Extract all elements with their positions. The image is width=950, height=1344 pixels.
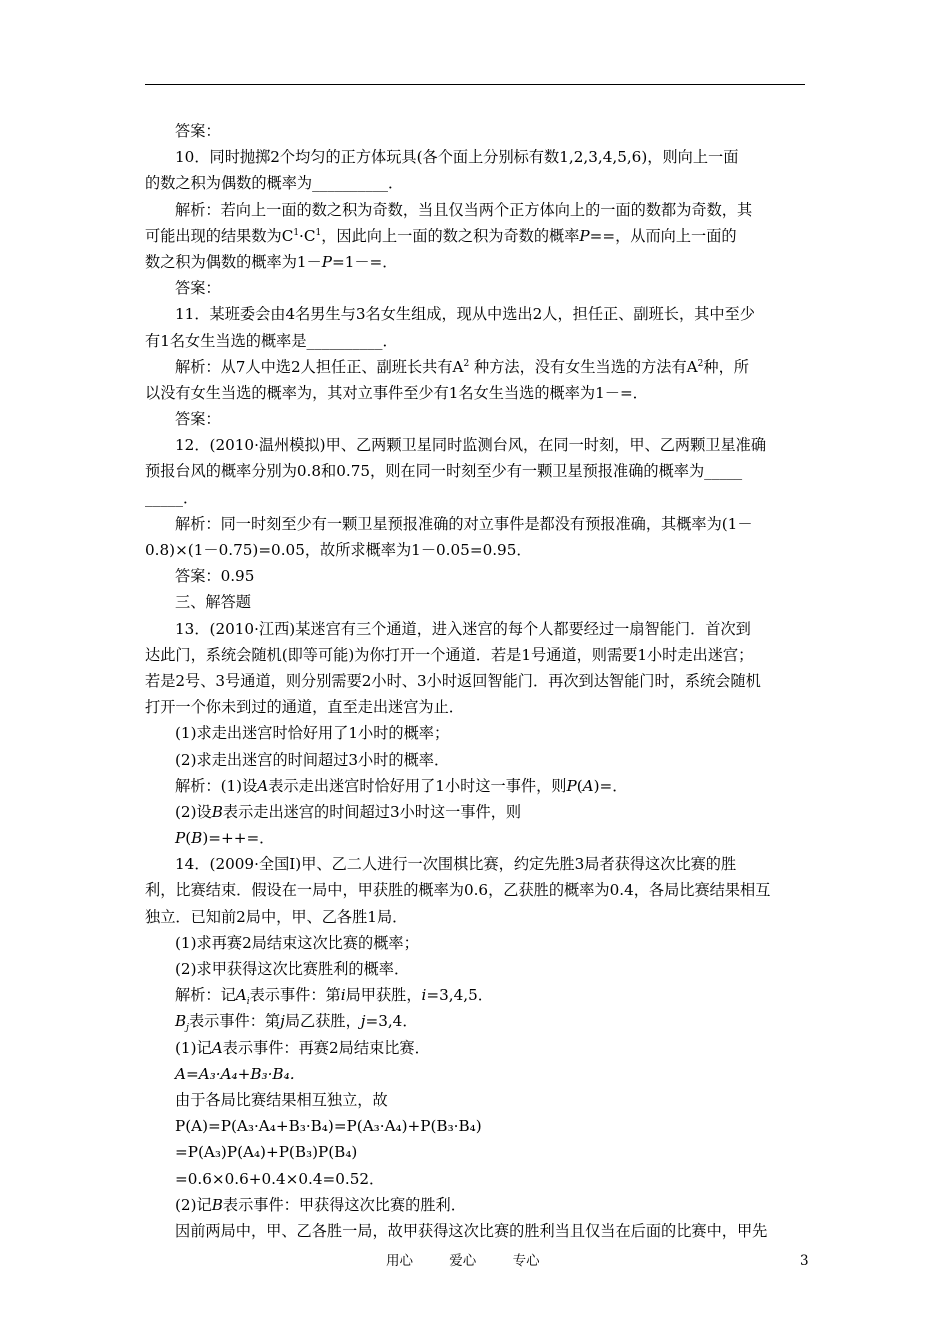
solution-14-line-8: =0.6×0.6+0.4×0.4=0.52． (175, 1169, 385, 1188)
solution-13-line-1: 解析：(1)设A表示走出迷宫时恰好用了1小时这一事件，则P(A)=． (175, 776, 628, 795)
problem-11-line-1: 11．某班委会由4名男生与3名女生组成，现从中选出2人，担任正、副班长，其中至少 (175, 305, 755, 324)
solution-13-line-3: P(B)=++=． (175, 829, 275, 848)
solution-10-line-1: 解析：若向上一面的数之积为奇数，当且仅当两个正方体向上的一面的数都为奇数，其 (175, 200, 753, 219)
problem-13-part-1: (1)求走出迷宫时恰好用了1小时的概率； (175, 724, 450, 743)
problem-14-line-3: 独立．已知前2局中，甲、乙各胜1局． (145, 907, 408, 926)
page-body (145, 118, 809, 1244)
solution-14-line-2: $B_j$表示事件：第j局乙获胜，j=3,4． (175, 1012, 418, 1034)
problem-14-line-2: 利，比赛结束．假设在一局中，甲获胜的概率为0.6，乙获胜的概率为0.4，各局比赛结果相互 (145, 881, 771, 900)
problem-10-line-2: 的数之积为偶数的概率为__________． (145, 174, 404, 193)
solution-14-line-1: 解析：记$A_i$表示事件：第i局甲获胜，i=3,4,5． (175, 986, 493, 1008)
answer-label-10: 答案： (175, 279, 221, 298)
solution-14-line-3: (1)记A表示事件：再赛2局结束比赛． (175, 1038, 430, 1057)
page-footer (0, 1250, 950, 1272)
footer-word-2: 爱心 (449, 1253, 477, 1269)
header-rule (145, 84, 805, 85)
problem-14-line-1: 14．(2009·全国Ⅰ)甲、乙二人进行一次围棋比赛，约定先胜3局者获得这次比赛的胜 (175, 855, 737, 874)
problem-12-line-2: 预报台风的概率分别为0.8和0.75，则在同一时刻至少有一颗卫星预报准确的概率为_____ (145, 462, 743, 481)
solution-14-line-4: A=A₃·A₄+B₃·B₄． (175, 1064, 305, 1083)
solution-11-line-1: 解析：从7人中选2人担任正、副班长共有$A^2$ 种方法，没有女生当选的方法有$A^2$种，所 (175, 357, 749, 376)
solution-12-line-1: 解析：同一时刻至少有一颗卫星预报准确的对立事件是都没有预报准确，其概率为(1－ (175, 514, 753, 533)
problem-13-part-2: (2)求走出迷宫的时间超过3小时的概率． (175, 750, 450, 769)
answer-label-11: 答案： (175, 410, 221, 429)
solution-10-line-3: 数之积为偶数的概率为1－P=1－=． (145, 252, 398, 271)
solution-14-line-10: 因前两局中，甲、乙各胜一局，故甲获得这次比赛的胜利当且仅当在后面的比赛中，甲先 (175, 1221, 768, 1240)
footer-word-1: 用心 (386, 1253, 413, 1269)
problem-13-line-3: 若是2号、3号通道，则分别需要2小时、3小时返回智能门．再次到达智能门时，系统会随机 (145, 671, 761, 690)
problem-13-line-4: 打开一个你未到过的通道，直至走出迷宫为止． (145, 698, 464, 717)
footer-word-3: 专心 (512, 1253, 540, 1269)
problem-12-line-3: _____． (145, 488, 199, 507)
solution-14-line-5: 由于各局比赛结果相互独立，故 (175, 1090, 388, 1109)
problem-14-part-2: (2)求甲获得这次比赛胜利的概率． (175, 960, 410, 978)
solution-14-line-6: P(A)=P(A₃·A₄+B₃·B₄)=P(A₃·A₄)+P(B₃·B₄) (175, 1117, 482, 1136)
problem-13-line-2: 达此门，系统会随机(即等可能)为你打开一个通道．若是1号通道，则需要1小时走出迷宫； (145, 645, 754, 664)
solution-11-line-2: 以没有女生当选的概率为，其对立事件至少有1名女生当选的概率为1－=． (145, 383, 648, 402)
problem-12-line-1: 12．(2010·温州模拟)甲、乙两颗卫星同时监测台风，在同一时刻，甲、乙两颗卫星准确 (175, 436, 767, 455)
solution-14-line-7: =P(A₃)P(A₄)+P(B₃)P(B₄) (175, 1143, 358, 1162)
problem-11-line-2: 有1名女生当选的概率是__________． (145, 331, 398, 350)
answer-12: 答案：0.95 (175, 567, 255, 586)
section-heading: 三、解答题 (175, 593, 251, 612)
solution-10-line-2: 可能出现的结果数为$C^1\cdot C^1$，因此向上一面的数之积为奇数的概率P==，从而向上一面的 (145, 226, 737, 245)
solution-12-line-2: 0.8)×(1－0.75)=0.05，故所求概率为1－0.05=0.95． (145, 541, 532, 559)
problem-13-line-1: 13．(2010·江西)某迷宫有三个通道，进入迷宫的每个人都要经过一扇智能门．首次到 (175, 619, 751, 638)
problem-10-line-1: 10．同时抛掷2个均匀的正方体玩具(各个面上分别标有数1,2,3,4,5,6)，则向上一面 (175, 148, 739, 167)
problem-14-part-1: (1)求再赛2局结束这次比赛的概率； (175, 933, 419, 952)
answer-label-9: 答案： (175, 122, 221, 140)
page-number: 3 (800, 1253, 809, 1269)
footer-motto (386, 1250, 572, 1272)
solution-13-line-2: (2)设B表示走出迷宫的时间超过3小时这一事件，则 (175, 802, 522, 821)
solution-14-line-9: (2)记B表示事件：甲获得这次比赛的胜利． (175, 1195, 466, 1214)
